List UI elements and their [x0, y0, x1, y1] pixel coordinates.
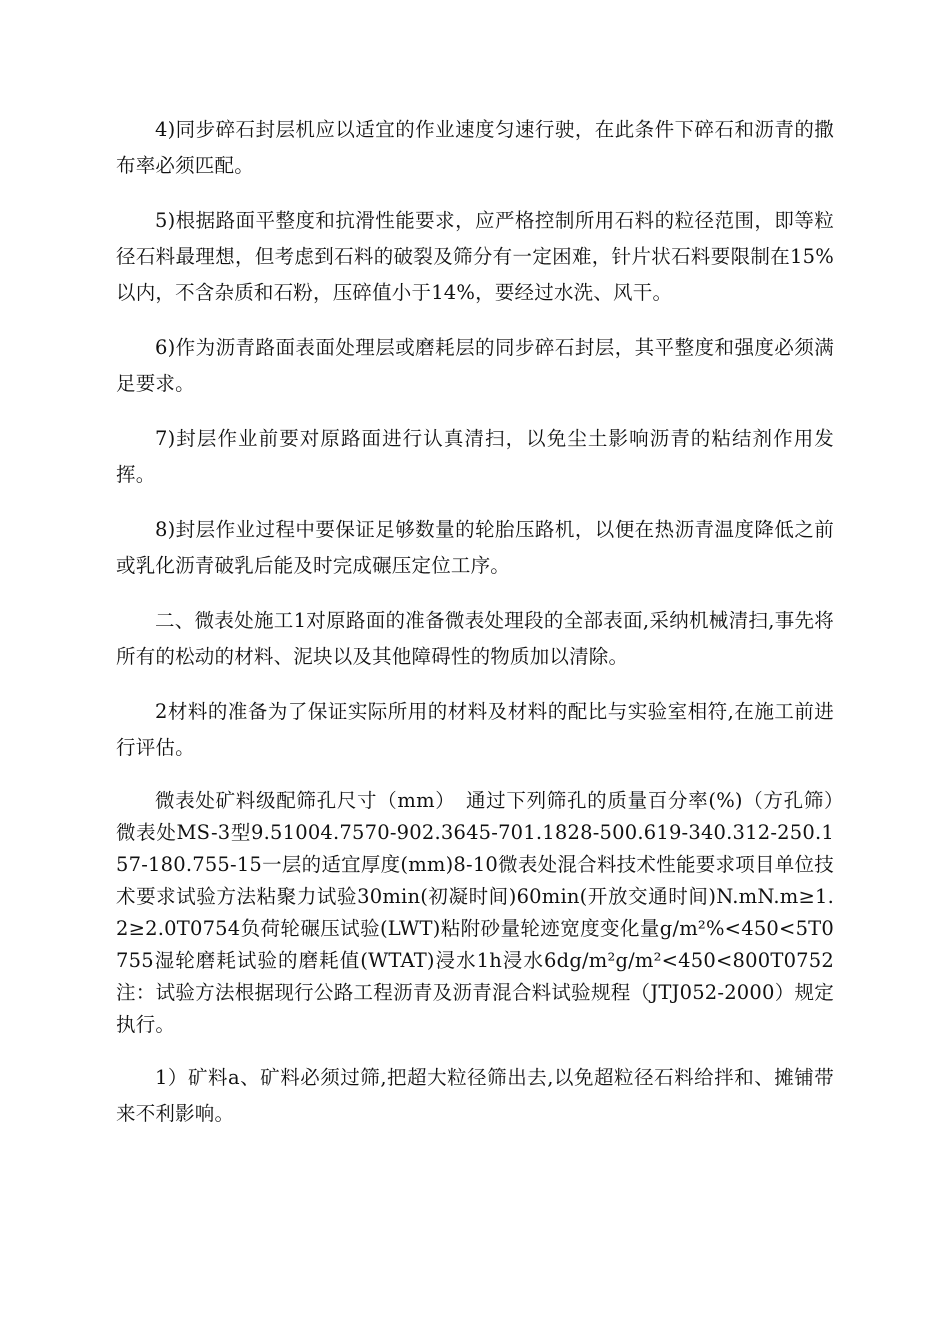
paragraph-material-preparation: 2材料的准备为了保证实际所用的材料及材料的配比与实验室相符,在施工前进行评估。: [116, 700, 834, 759]
paragraph-aggregate-screening: 1）矿料a、矿料必须过筛,把超大粒径筛出去,以免超粒径石料给拌和、摊铺带来不利影响。: [116, 1066, 834, 1125]
paragraph-item-8: 8)封层作业过程中要保证足够数量的轮胎压路机，以便在热沥青温度降低之前或乳化沥青破乳后能及时完成碾压定位工序。: [116, 518, 834, 577]
paragraph-item-5: 5)根据路面平整度和抗滑性能要求，应严格控制所用石料的粒径范围，即等粒径石料最理想，但考虑到石料的破裂及筛分有一定困难，针片状石料要限制在15%以内，不含杂质和石粉，压碎值小于14%，要经过水洗、风干。: [116, 209, 834, 304]
section-paragraph-micro-surfacing: 二、微表处施工1对原路面的准备微表处理段的全部表面,采纳机械清扫,事先将所有的松动的材料、泥块以及其他障碍性的物质加以清除。: [116, 609, 834, 668]
paragraph-gradation-specification: 微表处矿料级配筛孔尺寸（mm） 通过下列筛孔的质量百分率(%)（方孔筛） 微表处MS-3型9.51004.7570-902.3645-701.1828-500.619-340.312-250.157-180.755-15一层的适宜厚度(mm)8-10微表处混合料技术性能要求项目单位技术要求试验方法粘聚力试验30min(初凝时间)60min(开放交通时间)N.mN.m≥1.2≥2.0T0754负荷轮碾压试验(LWT)粘附砂量轮迹宽度变化量g/m²%<450<5T0755湿轮磨耗试验的磨耗值(WTAT)浸水1h浸水6dg/m²g/m²<450<800T0752注：试验方法根据现行公路工程沥青及沥青混合料试验规程（JTJ052-2000）规定执行。: [116, 789, 854, 1036]
paragraph-item-4: 4)同步碎石封层机应以适宜的作业速度匀速行驶，在此条件下碎石和沥青的撒布率必须匹配。: [116, 118, 834, 177]
paragraph-item-7: 7)封层作业前要对原路面进行认真清扫，以免尘土影响沥青的粘结剂作用发挥。: [116, 427, 834, 486]
paragraph-item-6: 6)作为沥青路面表面处理层或磨耗层的同步碎石封层，其平整度和强度必须满足要求。: [116, 336, 834, 395]
document-body: [116, 112, 854, 1151]
